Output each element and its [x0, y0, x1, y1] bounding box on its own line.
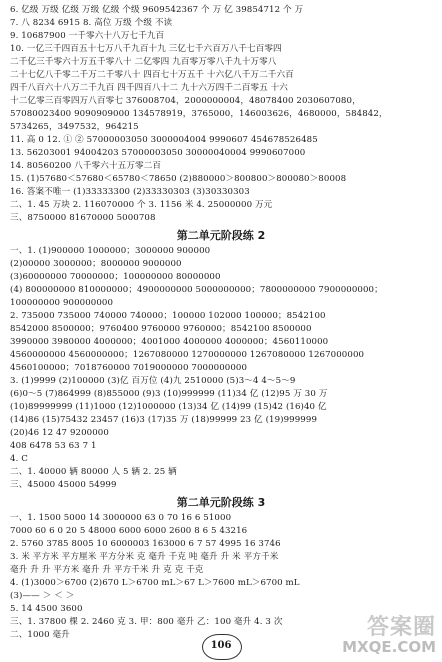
answer-line: 16. 答案不唯一 (1)33333300 (2)33330303 (3)30330303 [10, 187, 250, 197]
answer-line: 13. 56203001 94004203 57000003050 30000040004 9990607000 [10, 148, 306, 158]
answer-line: 57080023400 9090909000 134578919，3765000，146003626，4680000，584842， [10, 109, 388, 119]
answer-line: 5734265，3497532，964215 [10, 122, 139, 132]
answer-line: 三、1. 37800 棵 2. 2460 克 3. 甲：800 毫升 乙：100 毫升 4. 3 次 [10, 617, 283, 627]
section-title-unit2-practice3: 第二单元阶段练 3 [176, 496, 266, 509]
answer-line: (14)86 (15)75432 23457 (16)3 (17)35 万 (18)99999 23 亿 (19)999999 [10, 415, 318, 425]
answer-line: 二十七亿八千零二千万二千零八十 四百七十万五千 十六亿八千万二千六百 [10, 70, 294, 80]
answer-line: 4. C [10, 454, 28, 464]
answer-line: (3)—— ＞ ＜ ＞ [10, 591, 75, 601]
answer-line: (6)0～5 (7)864999 (8)855000 (9)3 (10)999999 (11)34 亿 (12)95 万 30 万 [10, 389, 328, 399]
answer-line: 7. 八 8234 6915 8. 高位 万级 个级 不读 [10, 18, 173, 28]
section-title-unit2-practice2: 第二单元阶段练 2 [176, 229, 266, 242]
answer-line: 2. 5760 3785 8005 10 6000003 163000 6 7 57 4995 16 3746 [10, 539, 281, 549]
answer-line: 三、45000 45000 54999 [10, 480, 117, 490]
answer-line: 11. 高 0 12. ① ② 57000003050 3000004004 9990607 454678526485 [10, 135, 318, 145]
answer-line: 15. (1)57680＜57680＜65780＜78650 (2)880000＞800800＞800080＞80008 [10, 174, 347, 184]
answer-line: 毫升 升 升 平方米 毫升 升 平方千米 升 克 克 千克 [10, 565, 204, 575]
answer-line: 6. 亿级 万级 亿级 万级 亿级 个级 9609542367 个 万 亿 39854712 个 万 [10, 5, 304, 15]
answer-line: 100000000 900000000 [10, 298, 114, 308]
answer-line: 3. (1)9999 (2)100000 (3)亿 百万位 (4)九 2510000 (5)3～4 4～5～9 [10, 376, 296, 386]
answer-line: 十二亿零三百零四万八百零七 376008704，2000000004，48078400 2030607080， [10, 96, 361, 106]
answer-line: 10. 一亿三千四百五十七万八千九百十九 三亿七千六百万八千七百零四 [10, 44, 282, 54]
answer-line: (4) 800000000 810000000；4900000000 5000000000；7800000000 7900000000； [10, 285, 383, 295]
answer-line: 408 6478 53 63 7 1 [10, 441, 97, 451]
answer-line: 4560100000；7018760000 7019000000 7000000000 [10, 363, 248, 373]
answer-line: 二、1. 40000 辆 80000 人 5 辆 2. 25 辆 [10, 467, 177, 477]
answer-line: (3)60000000 70000000；100000000 80000000 [10, 272, 221, 282]
answer-line: 四千八百六十八万二千九百 四千四百八十二 九十六万四千二百零五 十六 [10, 83, 289, 93]
answer-line: (2)00000 3000000；8000000 9000000 [10, 259, 182, 269]
answer-line: 二、1000 毫升 [10, 630, 70, 640]
answer-line: 4. (1)3000＞6700 (2)670 L＞6700 mL＞67 L＞7600 mL＞6700 mL [10, 578, 300, 588]
answer-line: (10)89999999 (11)1000 (12)1000000 (13)34 亿 (14)99 (15)42 (16)40 亿 [10, 402, 327, 412]
answer-line: 二、1. 45 万块 2. 116070000 个 3. 1156 米 4. 25000000 万元 [10, 200, 273, 210]
answer-line: 二千亿三千零六十万五千零八十 二亿零四 九百零万零八千九十万零八 [10, 57, 277, 67]
answer-line: 一、1. 1500 5000 14 3000000 63 0 70 16 6 51000 [10, 513, 232, 523]
watermark-logo: 答案圈 [366, 615, 436, 640]
answer-line: 一、1. (1)900000 1000000；3000000 900000 [10, 246, 211, 256]
answer-line: 三、8750000 81670000 5000708 [10, 213, 156, 223]
answer-line: (20)46 12 47 9200000 [10, 428, 109, 438]
answer-line: 5. 14 4500 3600 [10, 604, 83, 614]
answer-line: 9. 10687900 一千零六十八万七千九百 [10, 31, 165, 41]
watermark-url: MXQE.COM [342, 638, 436, 656]
answer-line: 8542000 8500000；9760400 9760000 9760000；8542100 8500000 [10, 324, 312, 334]
answer-line: 14. 80560200 八千零六十五万零二百 [10, 161, 162, 171]
page-number: 106 [210, 640, 232, 651]
answer-line: 4560000000 4560000000；1267080000 1270000000 1267080000 1267000000 [10, 350, 365, 360]
answer-line: 7000 60 6 0 20 5 48000 6000 6000 2600 8 6 5 43216 [10, 526, 248, 536]
answer-line: 3. 米 平方米 平方厘米 平方分米 克 毫升 千克 吨 毫升 升 米 平方千米 [10, 552, 279, 562]
answer-line: 3990000 3980000 4000000；4001000 4000000 4000000；4560110000 [10, 337, 329, 347]
answer-line: 2. 735000 735000 740000 740000；100000 102000 100000；8542100 [10, 311, 326, 321]
